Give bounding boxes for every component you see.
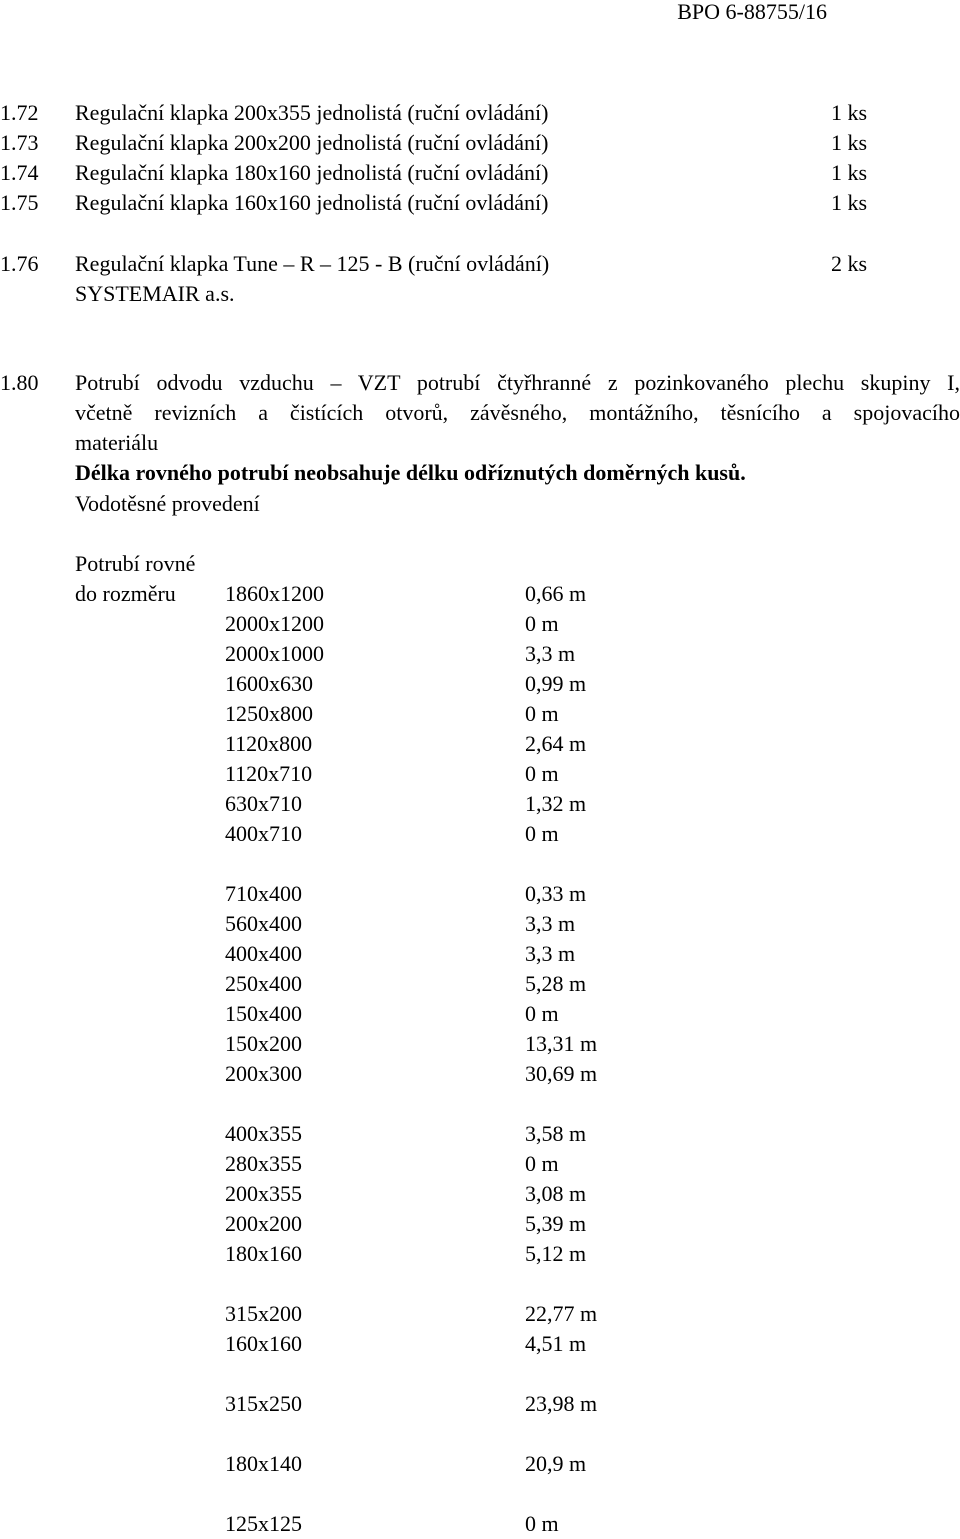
item-number: 1.72 bbox=[0, 100, 39, 125]
duct-length: 0 m bbox=[525, 1511, 559, 1536]
item-manufacturer: SYSTEMAIR a.s. bbox=[75, 281, 235, 306]
item-description: Regulační klapka 200x200 jednolistá (ruční ovládání) bbox=[75, 130, 549, 155]
duct-length: 3,3 m bbox=[525, 911, 576, 936]
table-row bbox=[0, 879, 960, 909]
item-description-line: materiálu bbox=[75, 430, 159, 455]
table-row bbox=[0, 1149, 960, 1179]
duct-dimension: 150x200 bbox=[225, 1031, 302, 1056]
duct-length: 3,08 m bbox=[525, 1181, 587, 1206]
item-description: Regulační klapka 180x160 jednolistá (ruční ovládání) bbox=[75, 160, 549, 185]
waterproof-note: Vodotěsné provedení bbox=[75, 491, 260, 516]
duct-dimension: 1120x800 bbox=[225, 731, 313, 756]
duct-length: 23,98 m bbox=[525, 1391, 598, 1416]
item-number: 1.76 bbox=[0, 251, 39, 276]
table-row bbox=[0, 1239, 960, 1269]
duct-length: 4,51 m bbox=[525, 1331, 587, 1356]
duct-length: 0,99 m bbox=[525, 671, 587, 696]
list-item bbox=[0, 98, 960, 128]
duct-dimension: 1120x710 bbox=[225, 761, 313, 786]
item-quantity: 2 ks bbox=[830, 251, 867, 276]
duct-dimension: 400x355 bbox=[225, 1121, 302, 1146]
duct-length: 5,39 m bbox=[525, 1211, 587, 1236]
item-number: 1.80 bbox=[0, 370, 39, 395]
duct-length: 0 m bbox=[525, 761, 559, 786]
duct-dimension: 250x400 bbox=[225, 971, 302, 996]
table-row bbox=[0, 1119, 960, 1149]
duct-dimension: 200x355 bbox=[225, 1181, 302, 1206]
document-id: BPO 6-88755/16 bbox=[677, 0, 827, 24]
duct-dimension: 180x140 bbox=[225, 1451, 302, 1476]
duct-dimension: 1600x630 bbox=[225, 671, 313, 696]
table-row bbox=[0, 1209, 960, 1239]
duct-dimension: 180x160 bbox=[225, 1241, 302, 1266]
duct-dimension: 125x125 bbox=[225, 1511, 302, 1536]
bold-note: Délka rovného potrubí neobsahuje délku odříznutých doměrných kusů. bbox=[75, 460, 746, 485]
table-row bbox=[0, 1389, 960, 1419]
item-quantity: 1 ks bbox=[830, 130, 867, 155]
table-row bbox=[0, 909, 960, 939]
table-row bbox=[0, 1509, 960, 1539]
item-description: Regulační klapka 160x160 jednolistá (ruční ovládání) bbox=[75, 190, 549, 215]
duct-dimension: 560x400 bbox=[225, 911, 302, 936]
duct-length: 3,58 m bbox=[525, 1121, 587, 1146]
duct-dimension: 1250x800 bbox=[225, 701, 313, 726]
duct-length: 2,64 m bbox=[525, 731, 587, 756]
duct-dimension: 315x200 bbox=[225, 1301, 302, 1326]
table-row bbox=[0, 1299, 960, 1329]
item-quantity: 1 ks bbox=[830, 100, 867, 125]
duct-length: 5,12 m bbox=[525, 1241, 587, 1266]
duct-dimension: 200x300 bbox=[225, 1061, 302, 1086]
section-title: Potrubí rovné bbox=[75, 551, 196, 576]
item-quantity: 1 ks bbox=[830, 190, 867, 215]
table-row bbox=[0, 789, 960, 819]
duct-length: 0 m bbox=[525, 821, 559, 846]
table-row bbox=[0, 819, 960, 849]
duct-dimension: 280x355 bbox=[225, 1151, 302, 1176]
table-row bbox=[0, 729, 960, 759]
duct-length: 5,28 m bbox=[525, 971, 587, 996]
duct-dimension: 315x250 bbox=[225, 1391, 302, 1416]
duct-length: 22,77 m bbox=[525, 1301, 598, 1326]
table-row bbox=[0, 1179, 960, 1209]
duct-dimension: 1860x1200 bbox=[225, 581, 324, 606]
table-row bbox=[0, 999, 960, 1029]
item-description-line: včetně revizních a čistících otvorů, závěsného, montážního, těsnícího a spojovacího bbox=[75, 400, 960, 425]
table-row bbox=[0, 759, 960, 789]
item-description-line: Potrubí odvodu vzduchu – VZT potrubí čtyřhranné z pozinkovaného plechu skupiny I, bbox=[75, 370, 960, 395]
list-item bbox=[0, 128, 960, 158]
table-row bbox=[0, 939, 960, 969]
duct-dimension: 200x200 bbox=[225, 1211, 302, 1236]
duct-length: 0 m bbox=[525, 1001, 559, 1026]
duct-dimension: 400x400 bbox=[225, 941, 302, 966]
duct-length: 3,3 m bbox=[525, 641, 576, 666]
item-number: 1.73 bbox=[0, 130, 39, 155]
item-description: Regulační klapka 200x355 jednolistá (ruční ovládání) bbox=[75, 100, 549, 125]
table-row bbox=[0, 1329, 960, 1359]
table-row bbox=[0, 699, 960, 729]
item-quantity: 1 ks bbox=[830, 160, 867, 185]
list-item bbox=[0, 158, 960, 188]
table-row bbox=[0, 1059, 960, 1089]
duct-length: 0,33 m bbox=[525, 881, 587, 906]
duct-dimension: 710x400 bbox=[225, 881, 302, 906]
table-row bbox=[0, 609, 960, 639]
size-label: do rozměru bbox=[75, 581, 176, 606]
duct-length: 13,31 m bbox=[525, 1031, 598, 1056]
duct-length: 30,69 m bbox=[525, 1061, 598, 1086]
duct-length: 1,32 m bbox=[525, 791, 587, 816]
table-row bbox=[0, 639, 960, 669]
table-row bbox=[0, 1029, 960, 1059]
item-number: 1.75 bbox=[0, 190, 39, 215]
table-row bbox=[0, 1449, 960, 1479]
duct-dimension: 150x400 bbox=[225, 1001, 302, 1026]
table-row bbox=[0, 969, 960, 999]
duct-dimension: 2000x1000 bbox=[225, 641, 324, 666]
duct-length: 0 m bbox=[525, 701, 559, 726]
duct-length: 0 m bbox=[525, 611, 559, 636]
duct-length: 0 m bbox=[525, 1151, 559, 1176]
item-description: Regulační klapka Tune – R – 125 - B (ruční ovládání) bbox=[75, 251, 550, 276]
duct-dimension: 2000x1200 bbox=[225, 611, 324, 636]
table-row bbox=[0, 579, 960, 609]
duct-length: 0,66 m bbox=[525, 581, 587, 606]
duct-dimension: 160x160 bbox=[225, 1331, 302, 1356]
list-item bbox=[0, 188, 960, 218]
item-number: 1.74 bbox=[0, 160, 39, 185]
duct-length: 3,3 m bbox=[525, 941, 576, 966]
duct-dimension: 630x710 bbox=[225, 791, 302, 816]
duct-length: 20,9 m bbox=[525, 1451, 587, 1476]
table-row bbox=[0, 669, 960, 699]
duct-dimension: 400x710 bbox=[225, 821, 302, 846]
